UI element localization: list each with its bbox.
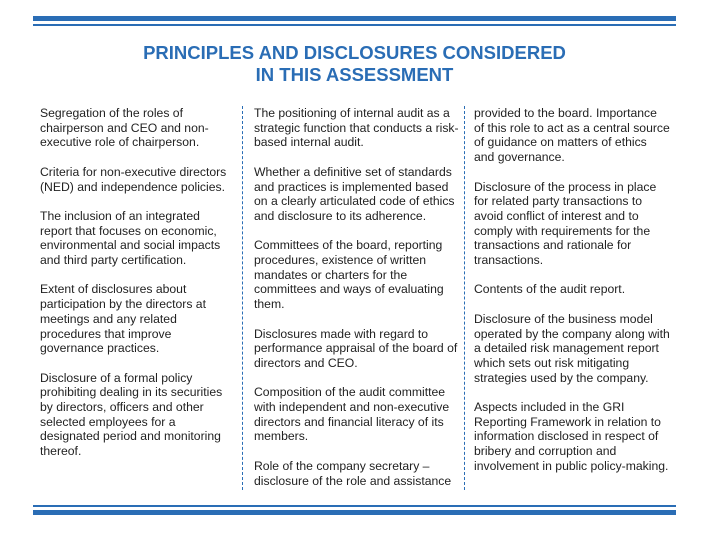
bottom-rule-thick [33, 510, 676, 515]
column-divider-1 [242, 106, 243, 490]
paragraph: Criteria for non-executive directors (NED) and independence policies. [40, 164, 227, 194]
column-divider-2 [464, 106, 465, 490]
title-line-1: PRINCIPLES AND DISCLOSURES CONSIDERED [143, 42, 566, 63]
paragraph: Extent of disclosures about participation by the directors at meetings and any related procedures that improve governance practices. [40, 282, 206, 356]
paragraph: Contents of the audit report. [474, 282, 626, 297]
paragraph: Aspects included in the GRI Reporting Framework in relation to information disclosed in respect of bribery and corruption and involvement in public policy-making. [474, 400, 669, 473]
paragraph: Disclosure of the business model operated by the company along with a detailed risk management report which sets out risk mitigating strategies used by the company. [474, 311, 670, 385]
paragraph: Role of the company secretary – disclosure of the role and assistance [254, 458, 452, 488]
top-rule-thick [33, 16, 676, 21]
column-3 [474, 106, 670, 488]
column-2 [254, 106, 459, 503]
page-title [33, 42, 676, 86]
paragraph: Disclosure of a formal policy prohibiting dealing in its securities by directors, officers and other selected employees for a designated period and monitoring thereof. [40, 370, 223, 459]
title-line-2: IN THIS ASSESSMENT [255, 64, 454, 85]
paragraph: Disclosures made with regard to performance appraisal of the board of directors and CEO. [254, 326, 458, 370]
column-1 [40, 106, 230, 474]
paragraph: Composition of the audit committee with independent and non-executive directors and financial literacy of its members. [254, 385, 450, 444]
paragraph: Disclosure of the process in place for related party transactions to avoid conflict of interest and to comply with requirements for the transactions and rationale for transactions. [474, 179, 657, 268]
top-rule-thin [33, 24, 676, 26]
paragraph: Committees of the board, reporting procedures, existence of written mandates or charters for the committees and ways of evaluating them. [254, 238, 444, 312]
paragraph: The positioning of internal audit as a strategic function that conducts a risk-based internal audit. [254, 106, 459, 150]
paragraph: provided to the board. Importance of this role to act as a central source of guidance on matters of ethics and governance. [474, 106, 670, 165]
paragraph: The inclusion of an integrated report that focuses on economic, environmental and social impacts and third party certification. [40, 208, 221, 267]
bottom-rule-thin [33, 505, 676, 507]
paragraph: Whether a definitive set of standards and practices is implemented based on a clearly articulated code of ethics and disclosure to its adherence. [254, 164, 455, 223]
paragraph: Segregation of the roles of chairperson and CEO and non-executive role of chairperson. [40, 106, 209, 150]
